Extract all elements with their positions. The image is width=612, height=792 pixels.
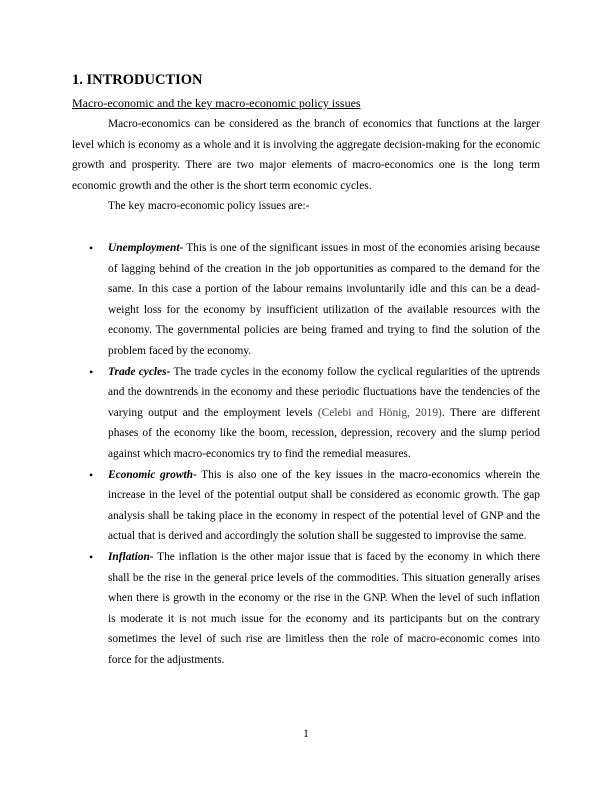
section-subheading: Macro-economic and the key macro-economic policy issues xyxy=(72,96,361,110)
issue-description: This is also one of the key issues in the macro-economics wherein the increase in the level of the potential output shall be considered as economic growth. The gap analysis shall be taking place in the economy in respect of the potential level of GNP and the actual that is derived and accordingly the solution shall be suggested to improvise the same. xyxy=(108,468,540,543)
issue-term: Economic growth- xyxy=(108,468,197,481)
bullet-icon: • xyxy=(89,364,94,379)
issue-term: Unemployment- xyxy=(108,242,184,254)
list-item-economic-growth xyxy=(72,465,540,547)
list-item-unemployment xyxy=(72,238,540,362)
policy-issues-list xyxy=(72,238,540,670)
citation: (Celebi and Hönig, 2019) xyxy=(317,406,442,419)
bullet-icon: • xyxy=(89,549,94,564)
key-issues-intro: The key macro-economic policy issues are:- xyxy=(108,200,310,212)
issue-description: The trade cycles in the economy follow the cyclical regularities of the uptrends and the downtrends in the economy and these periodic fluctuations have the tendencies of the varying output and the employment levels xyxy=(108,365,540,419)
issue-description: The inflation is the other major issue that is faced by the economy in which there shall be the rise in the general price levels of the commodities. This situation generally arises when there is growth in the economy or the rise in the GNP. When the level of such inflation is moderate it is not much issue for the economy and its participants but on the contrary sometimes the level of such rise are limitless then the role of macro-economic comes into force for the adjustments. xyxy=(108,550,540,666)
bullet-icon: • xyxy=(89,241,94,255)
page-number: 1 xyxy=(303,728,309,740)
intro-paragraph: Macro-economics can be considered as the branch of economics that functions at the larger level which is economy as a whole and it is involving the aggregate decision-making for the economic growth and prosperity. There are two major elements of macro-economics one is the long term economic growth and the other is the short term economic cycles. xyxy=(72,118,540,192)
issue-term: Inflation- xyxy=(108,550,154,563)
issue-term: Trade cycles- xyxy=(108,365,171,378)
section-heading: 1. INTRODUCTION xyxy=(72,72,203,88)
issue-description: This is one of the significant issues in most of the economies arising because of lagging behind of the creation in the job opportunities as compared to the demand for the same. In this case a portion of the labour remains involuntarily idle and this can be a dead-weight loss for the economy by insufficient utilization of the available resources with the economy. The governmental policies are being framed and trying to find the solution of the problem faced by the economy. xyxy=(108,242,540,357)
list-item-inflation xyxy=(72,547,540,671)
list-item-trade-cycles xyxy=(72,362,540,465)
issue-description-end: . There are different phases of the economy like the boom, recession, depression, recovery and the slump period against which macro-economics try to find the remedial measures. xyxy=(108,406,540,460)
bullet-icon: • xyxy=(89,467,94,482)
